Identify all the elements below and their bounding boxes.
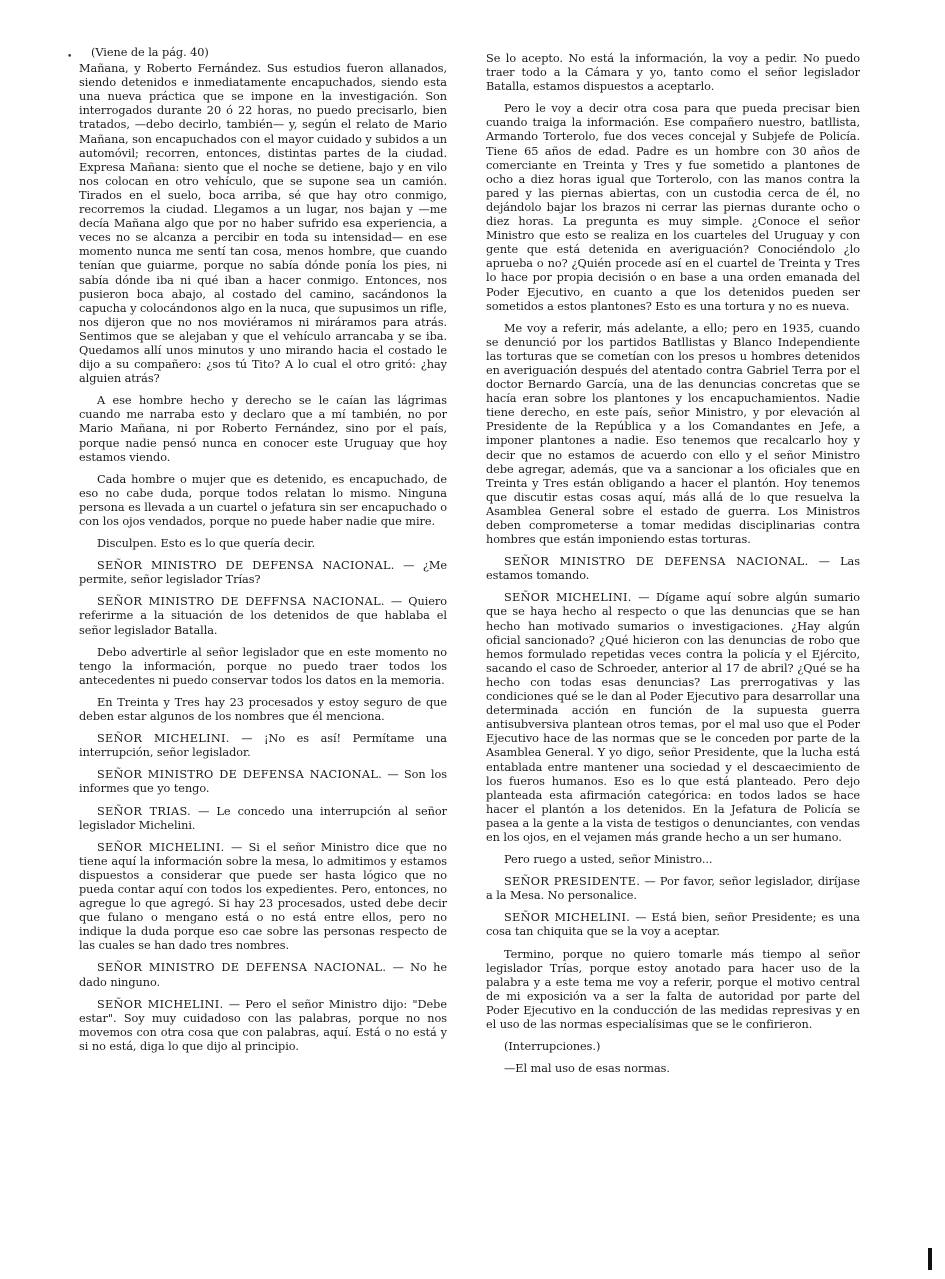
left-column-paragraph: [79, 696, 447, 724]
left-column-paragraph: [79, 768, 447, 796]
bullet-mark: •: [67, 52, 73, 62]
paragraph-text: Se lo acepto. No está la información, la voy a pedir. No puedo traer todo a la Cámara y yo, tanto como el señor legislador Batalla, estamos dispuestos a aceptarlo.: [486, 52, 860, 94]
paragraph-text: Mañana, y Roberto Fernández. Sus estudios fueron allanados, siendo detenidos e inmediatamente encapuchados, siendo esta una nueva práctica que se impone en la investigación. Son interrogados durante 20 ó 22 horas, no puedo precisarlo, bien tratados, —debo decirlo, también— y, según el relato de Mario Mañana, son encapuchados con el mayor cuidado y subidos a un automóvil; recorren, entonces, distintas partes de la ciudad. Expresa Mañana: siento que el noche se detiene, bajo y en vilo nos colocan en otro vehículo, que se supone sea un camión. Tirados en el suelo, boca arriba, sé que hay otro conmigo, recorremos la ciudad. Llegamos a un lugar, nos bajan y —me decía Mañana algo que por no haber sufrido esa experiencia, a veces no se alcanza a percibir en toda su intensidad— en ese momento nunca me sentí tan cosa, menos hombre, que cuando tenían que guiarme, porque no sabía dónde ponía los pies, ni sabía dónde iba ni qué iban a hacer conmigo. Entonces, nos pusieron boca abajo, al costado del camino, sacándonos la capucha y colocándonos algo en la nuca, que supusimos un rifle, nos dijeron que no nos moviéramos ni miráramos para atrás. Sentimos que se alejaban y que el vehículo arrancaba y se iba. Quedamos allí unos minutos y uno mirando hacia el costado le dijo a su compañero: ¿sos tú Tito? A lo cual el otro gritó: ¿hay alguien atrás?: [79, 62, 447, 386]
paragraph-text: — Son los informes que yo tengo.: [79, 768, 447, 796]
right-column-paragraph: [486, 322, 860, 548]
paragraph-text: — ¿Me permite, señor legislador Trías?: [79, 559, 447, 587]
left-column-paragraph: [79, 732, 447, 760]
right-column-paragraph: [486, 555, 860, 583]
speaker-name: SEÑOR MINISTRO DE DEFENSA NACIONAL.: [97, 961, 387, 975]
speaker-name: SEÑOR MICHELINI.: [504, 911, 631, 925]
right-column-paragraph: [486, 102, 860, 313]
paragraph-text: — No he dado ninguno.: [79, 961, 447, 989]
paragraph-text: — Dígame aquí sobre algún sumario que se haya hecho al respecto o que las denuncias que se han hecho han motivado sumarios o investigaciones. ¿Hay algún oficial sancionado? ¿Qué hicieron con las denuncias de robo que hemos formulado repetidas veces contra la policía y el Ejército, sacando el caso de Schroeder, anterior al 17 de abril? ¿Qué se ha hecho con todas esas denuncias? Las prerrogativas y las condiciones qué se le dan al Poder Ejecutivo para desarrollar una determinada acción en función de la supuesta guerra antisubversiva plantean otros temas, por el mal uso que el Poder Ejecutivo hace de las normas que se le conceden por parte de la Asamblea General. Y yo digo, señor Presidente, que la lucha está entablada entre mantener una sociedad y el descaecimiento de los fueros humanos. Eso es lo que está planteado. Pero dejo planteada esta afirmación categórica: en todos lados se hace hacer el plantón a los detenidos. En la Jefatura de Policía se pasea a la gente a la vista de testigos o denunciantes, con vendas en los ojos, en el vejamen más grande hecho a un ser humano.: [486, 591, 860, 844]
left-column-paragraph: [79, 537, 447, 551]
paragraph-text: — Si el señor Ministro dice que no tiene aquí la información sobre la mesa, lo admitimos y estamos dispuestos a considerar que puede ser hasta lógico que no pueda contar aquí con todos los expedientes. Pero, entonces, no agregue lo que agregó. Si hay 23 procesados, usted debe decir que fulano o mengano está o no está entre ellos, pero no indique la duda porque eso cae sobre las personas respecto de las cuales se han dado tres nombres.: [79, 840, 448, 953]
left-column: [79, 46, 447, 1062]
left-column-paragraph: [79, 595, 447, 637]
right-paragraphs: [486, 52, 860, 1076]
left-column-paragraph: [79, 961, 447, 989]
paragraph-text: A ese hombre hecho y derecho se le caían las lágrimas cuando me narraba esto y declaro que a mí también, no por Mario Mañana, ni por Roberto Fernández, sino por el país, porque nadie pensó nunca en conocer este Uruguay que hoy estamos viendo.: [79, 394, 447, 464]
paragraph-text: Me voy a referir, más adelante, a ello; pero en 1935, cuando se denunció por los partidos Batllistas y Blanco Independiente las torturas que se cometían con los presos u hombres detenidos en averiguación después del atentado contra Gabriel Terra por el doctor Bernardo García, una de las denuncias concretas que se hacía eran sobre los plantones y los encapuchamientos. Nadie tiene derecho, en este país, señor Ministro, y por elevación al Presidente de la República y a los Comandantes en Jefe, a imponer plantones a nadie. Eso tenemos que recalcarlo hoy y decir que no estamos de acuerdo con ello y el señor Ministro debe agregar, además, que va a sancionar a los oficiales que en Treinta y Tres están obligando a hacer el plantón. Hoy tenemos que discutir estas cosas aquí, más allá de lo que resuelva la Asamblea General sobre el estado de guerra. Los Ministros deben comprometerse a tomar medidas disciplinarias contra hombres que están imponiendo estas torturas.: [486, 321, 860, 547]
paragraph-text: — ¡No es así! Permítame una interrupción, señor legislador.: [79, 732, 447, 760]
right-column-paragraph: [486, 52, 860, 94]
speaker-name: SEÑOR MICHELINI.: [97, 840, 225, 854]
speaker-name: SEÑOR PRESIDENTE.: [504, 875, 641, 889]
speaker-name: SEÑOR MINISTRO DE DEFENSA NACIONAL.: [97, 768, 383, 782]
speaker-name: SEÑOR MICHELINI.: [97, 732, 230, 746]
speaker-name: SEÑOR MICHELINI.: [504, 591, 632, 605]
right-column-paragraph: [486, 591, 860, 845]
continuation-note: (Viene de la pág. 40): [91, 46, 209, 59]
left-column-paragraph: [79, 841, 447, 954]
paragraph-text: — Las estamos tomando.: [486, 555, 860, 583]
left-column-paragraph: [79, 998, 447, 1054]
paragraph-text: — Por favor, señor legislador, diríjase a la Mesa. No personalice.: [486, 875, 860, 903]
paragraph-text: Disculpen. Esto es lo que quería decir.: [97, 537, 316, 551]
paragraph-text: Pero le voy a decir otra cosa para que pueda precisar bien cuando traiga la información. Ese compañero nuestro, batllista, Armando Torterolo, fue dos veces concejal y Subjefe de Policía. Tiene 65 años de edad. Padre es un hombre con 30 años de comerciante en Treinta y Tres y fue sometido a plantones de ocho a diez horas igual que Torterolo, con las manos contra la pared y las piernas abiertas, con un custodia cerca de él, no dejándolo bajar los brazos ni cerrar las piernas durante ocho o diez horas. La pregunta es muy simple. ¿Conoce el señor Ministro que esto se realiza en los cuarteles del Uruguay y con gente que está detenida en averiguación? Conociéndolo ¿lo aprueba o no? ¿Quién procede así en el cuartel de Treinta y Tres lo hace por propia decisión o en base a una orden emanada del Poder Ejecutivo, en cuanto a que los detenidos pueden ser sometidos a estos plantones? Esto es una tortura y no es nueva.: [486, 102, 860, 313]
left-column-paragraph: [79, 559, 447, 587]
right-column-paragraph: [486, 948, 860, 1033]
left-column-paragraph: [79, 646, 447, 688]
paragraph-text: Debo advertirle al señor legislador que en este momento no tengo la información, porque no puedo traer todos los antecedentes ni puedo conservar todos los datos en la memoria.: [79, 645, 447, 687]
right-column-paragraph: [486, 1062, 860, 1076]
right-column-paragraph: [486, 911, 860, 939]
left-column-paragraph: [79, 62, 447, 386]
paragraph-text: En Treinta y Tres hay 23 procesados y estoy seguro de que deben estar algunos de los nombres que él menciona.: [79, 695, 447, 724]
paragraph-text: — Quiero referirme a la situación de los detenidos de que hablaba el señor legislador Batalla.: [79, 595, 447, 637]
paragraph-text: Pero ruego a usted, señor Ministro...: [504, 853, 713, 867]
right-column: [486, 52, 860, 1084]
speaker-name: SEÑOR MINISTRO DE DEFFNSA NACIONAL.: [97, 595, 385, 609]
paragraph-text: —El mal uso de esas normas.: [504, 1062, 670, 1076]
speaker-name: SEÑOR TRIAS.: [97, 804, 191, 818]
right-column-paragraph: [486, 853, 860, 867]
paragraph-text: Termino, porque no quiero tomarle más tiempo al señor legislador Trías, porque estoy anotado para hacer uso de la palabra y a este tema me voy a referir, porque el motivo central de mi exposición va a ser la falta de autoridad por parte del Poder Ejecutivo en la conducción de las medidas represivas y en el uso de las normas especialísimas que se le confirieron.: [486, 947, 860, 1031]
paragraph-text: — Está bien, señor Presidente; es una cosa tan chiquita que se la voy a aceptar.: [486, 911, 860, 939]
speaker-name: SEÑOR MINISTRO DE DEFENSA NACIONAL.: [97, 559, 395, 573]
paragraph-text: — Pero el señor Ministro dijo: "Debe estar". Soy muy cuidadoso con las palabras, porque no nos movemos con otra cosa que con palabras, aquí. Está o no está y si no está, diga lo que dijo al principio.: [79, 997, 448, 1053]
speaker-name: SEÑOR MICHELINI.: [97, 997, 224, 1011]
left-column-paragraph: [79, 394, 447, 464]
right-column-paragraph: [486, 875, 860, 903]
page-edge-mark: [928, 1248, 932, 1270]
left-paragraphs: [79, 62, 447, 1054]
paragraph-text: (Interrupciones.): [504, 1040, 601, 1054]
left-column-paragraph: [79, 473, 447, 529]
right-column-paragraph: [486, 1040, 860, 1054]
speaker-name: SEÑOR MINISTRO DE DEFENSA NACIONAL.: [504, 555, 809, 569]
paragraph-text: Cada hombre o mujer que es detenido, es encapuchado, de eso no cabe duda, porque todos relatan lo mismo. Ninguna persona es llevada a un cuartel o jefatura sin ser encapuchado o con los ojos vendados, porque no puede haber nadie que mire.: [79, 472, 447, 528]
paragraph-text: — Le concedo una interrupción al señor legislador Michelini.: [79, 804, 448, 832]
left-column-paragraph: [79, 805, 447, 833]
